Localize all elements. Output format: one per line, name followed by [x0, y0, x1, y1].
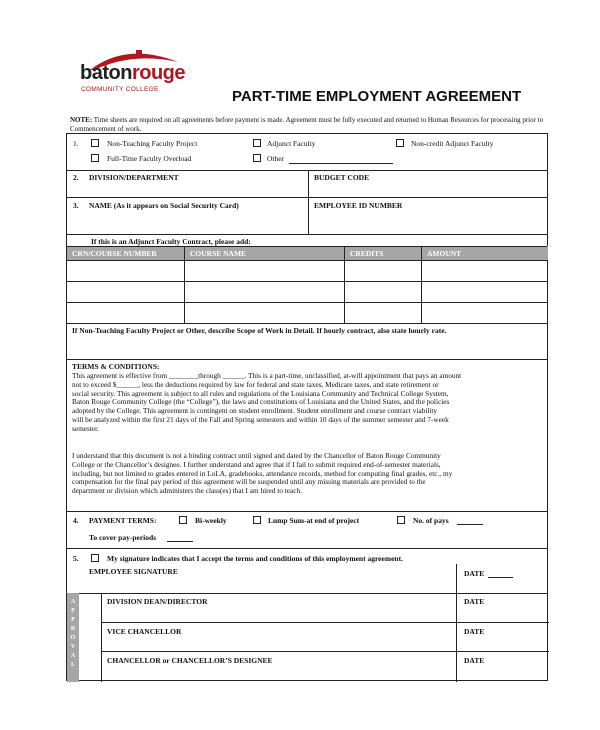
- option-no-of-pays: No. of pays: [413, 516, 449, 525]
- payment-terms-label: PAYMENT TERMS:: [89, 516, 157, 525]
- checkbox-bi-weekly[interactable]: [179, 516, 187, 524]
- other-blank[interactable]: [289, 163, 393, 164]
- checkbox-accept-terms[interactable]: [91, 554, 99, 562]
- employee-date-label: DATE: [464, 569, 485, 578]
- document-title: PART-TIME EMPLOYMENT AGREEMENT: [232, 88, 522, 105]
- employee-date-blank[interactable]: [488, 577, 513, 578]
- section-5-number: 5.: [73, 554, 79, 563]
- dean-date-label: DATE: [464, 597, 485, 606]
- logo-subtitle: COMMUNITY COLLEGE: [81, 86, 159, 93]
- option-adjunct: Adjunct Faculty: [267, 139, 316, 148]
- option-overload: Full-Time Faculty Overload: [107, 154, 192, 163]
- no-of-pays-blank[interactable]: [457, 524, 483, 525]
- vice-chancellor-date-label: DATE: [464, 627, 485, 636]
- signature-statement: My signature indicates that I accept the terms and conditions of this employment agreement.: [107, 554, 403, 563]
- header-crn: CRN/COURSE NUMBER: [72, 249, 157, 258]
- section-2-number: 2.: [73, 173, 79, 182]
- checkbox-adjunct[interactable]: [253, 139, 261, 147]
- employment-form: [66, 133, 548, 681]
- cover-pay-periods-label: To cover pay-periods: [89, 533, 157, 542]
- employee-id-label: EMPLOYEE ID NUMBER: [314, 201, 403, 210]
- checkbox-lump-sum[interactable]: [253, 516, 261, 524]
- option-other: Other: [267, 154, 285, 163]
- division-label: DIVISION/DEPARTMENT: [89, 173, 179, 182]
- name-label: NAME (As it appears on Social Security Card): [89, 201, 239, 210]
- terms-paragraph-2: I understand that this document is not a binding contract until signed and dated by the Chancellor of Baton Rouge Community College or the Chancellor’s designee. I further understand and agree that if I fail to submit required end-of-semester materials, including, but not limited to grades entered in LoLA, gradebooks, attendance records, method for computing final grades, etc., my compensation for the final pay period of this agreement will be suspended until any missing materials are provided to the department or division which administers the class(es) that I am hired to teach.: [72, 451, 453, 496]
- section-4-number: 4.: [73, 516, 79, 525]
- pay-periods-blank[interactable]: [167, 541, 193, 542]
- section-3-number: 3.: [73, 201, 79, 210]
- employee-signature-label: EMPLOYEE SIGNATURE: [89, 567, 178, 576]
- terms-heading: TERMS & CONDITIONS:: [72, 362, 160, 371]
- header-amount: AMOUNT: [427, 249, 462, 258]
- option-non-teaching: Non-Teaching Faculty Project: [107, 139, 198, 148]
- header-credits: CREDITS: [350, 249, 384, 258]
- dean-director-label: DIVISION DEAN/DIRECTOR: [107, 597, 208, 606]
- budget-code-label: BUDGET CODE: [314, 173, 370, 182]
- option-lump-sum: Lump Sum-at end of project: [268, 516, 360, 525]
- section-1-number: 1.: [73, 139, 79, 148]
- terms-paragraph-1: This agreement is effective from ________through ______. This is a part-time, unclassified, at-will appointment that pays an amount not to exceed $______, less the deductions required by law for federal and state taxes, Medicare taxes, and state retirement or social security. This agreement is subject to all rules and regulations of the Louisiana Community and Technical College System, Baton Rouge Community College (the “College”), the laws and constitutions of Louisiana and the United States, and the policies adopted by the College. This agreement is contingent on student enrollment. Student enrollment and course contract viability will be analyzed within the first 21 days of the Fall and Spring semesters and within 10 days of the summer semester and 7-week semester.: [72, 371, 462, 433]
- checkbox-overload[interactable]: [91, 154, 99, 162]
- chancellor-label: CHANCELLOR or CHANCELLOR’S DESIGNEE: [107, 656, 273, 665]
- checkbox-non-teaching[interactable]: [91, 139, 99, 147]
- logo-wordmark: batonrouge: [80, 62, 185, 84]
- option-non-credit-adjunct: Non-credit Adjunct Faculty: [411, 139, 494, 148]
- option-bi-weekly: Bi-weekly: [195, 516, 227, 525]
- checkbox-no-of-pays[interactable]: [397, 516, 405, 524]
- header-course-name: COURSE NAME: [190, 249, 247, 258]
- checkbox-other[interactable]: [253, 154, 261, 162]
- scope-label: If Non-Teaching Faculty Project or Other, describe Scope of Work in Detail. If hourly contract, also state hourly rate.: [72, 326, 447, 335]
- chancellor-date-label: DATE: [464, 656, 485, 665]
- vice-chancellor-label: VICE CHANCELLOR: [107, 627, 182, 636]
- college-logo: [80, 48, 192, 100]
- note: NOTE: Time sheets are required on all agreements before payment is made. Agreement must be fully executed and returned to Human Resources for processing prior to Commencement of work.: [70, 116, 544, 133]
- approval-vertical-label: A P P R O V A L: [70, 599, 76, 668]
- adjunct-heading: If this is an Adjunct Faculty Contract, please add:: [91, 237, 251, 246]
- checkbox-non-credit-adjunct[interactable]: [396, 139, 404, 147]
